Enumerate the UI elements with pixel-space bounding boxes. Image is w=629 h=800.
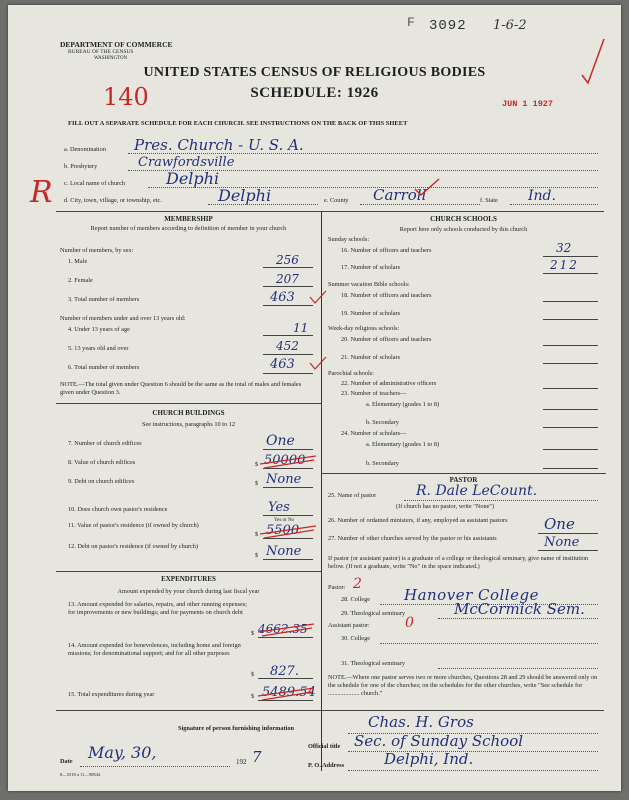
- local-name-value: Delphi: [166, 169, 220, 188]
- membership-row-value: 463: [270, 357, 295, 372]
- review-mark: R: [30, 175, 53, 210]
- check-mark-icon: [308, 289, 328, 305]
- presbytery-value: Crawfordsville: [138, 155, 235, 170]
- q24b-line: [543, 468, 598, 469]
- expenditure-q14-value: 827.: [270, 664, 299, 679]
- presbytery-label: b. Presbytery: [64, 163, 98, 170]
- expenditures-intro: Amount expended by your church during last fiscal year: [117, 588, 260, 595]
- strike-mark-icon: [258, 450, 318, 470]
- buildings-intro: See instructions, paragraphs 10 to 12: [141, 421, 236, 428]
- building-row-value: 5500: [266, 523, 300, 538]
- official-title-label: Official title: [308, 743, 341, 750]
- membership-row-value: 463: [270, 290, 295, 305]
- county-label: e. County: [324, 197, 349, 204]
- sunday-schools-label: Sunday schools:: [328, 236, 370, 243]
- building-row-label: 10. Does church own pastor's residence: [68, 506, 168, 513]
- q26-line: [538, 533, 598, 534]
- q18-label: 18. Number of officers and teachers: [341, 292, 432, 299]
- membership-row-line: [263, 373, 313, 374]
- q24a-label: a. Elementary (grades 1 to 8): [366, 441, 440, 448]
- membership-note: NOTE.—The total given under Question 6 should be the same as the total of males and females given under Question 3.: [60, 381, 302, 396]
- assistant-pastor-subheading: Assistant pastor:: [328, 622, 370, 629]
- form-subtitle: SCHEDULE: 1926: [250, 85, 379, 101]
- membership-row-label: 1. Male: [68, 258, 88, 265]
- building-row-line: [263, 515, 313, 516]
- building-row-value: None: [266, 472, 302, 487]
- expenditure-q15-value: 5489.54: [262, 685, 316, 700]
- form-title: UNITED STATES CENSUS OF RELIGIOUS BODIES: [143, 65, 486, 80]
- state-label: f. State: [480, 197, 498, 204]
- schools-title: CHURCH SCHOOLS: [430, 215, 497, 223]
- dollar-sign: $: [255, 531, 259, 538]
- membership-row-line: [263, 267, 313, 268]
- expenditure-q13-label: 13. Amount expended for salaries, repairs, and other running expenses; for improvements or new buildings; and for payments on church debt: [68, 601, 248, 616]
- q25-label: 25. Name of pastor: [328, 492, 377, 499]
- q26-value: One: [544, 515, 575, 533]
- q30-line: [380, 643, 598, 644]
- q24b-label: b. Secondary: [366, 460, 399, 467]
- local-name-label: c. Local name of church: [64, 180, 126, 187]
- summer-schools-label: Summer vacation Bible schools:: [328, 281, 410, 288]
- section-divider: [56, 211, 604, 212]
- q27-line: [538, 550, 598, 551]
- graduate-instructions: If pastor (or assistant pastor) is a graduate of a college or theological seminary, give name of institution below. (If not a graduate, write "No" in the space indicated.): [328, 555, 589, 570]
- address-value: Delphi, Ind.: [384, 750, 474, 768]
- pastor-title: PASTOR: [449, 476, 478, 484]
- q23a-line: [543, 409, 598, 410]
- membership-intro: Report number of members according to definition of member in your church: [90, 225, 287, 232]
- q29-value: McCormick Sem.: [454, 600, 585, 618]
- membership-row-line: [263, 286, 313, 287]
- check-mark-icon: [413, 177, 441, 197]
- q20-label: 20. Number of officers and teachers: [341, 336, 432, 343]
- official-title-value: Sec. of Sunday School: [354, 732, 524, 750]
- q23a-label: a. Elementary (grades 1 to 8): [366, 401, 440, 408]
- q16-line: [543, 256, 598, 257]
- q27-value: None: [544, 535, 580, 550]
- city-label: d. City, town, village, or township, etc.: [64, 197, 162, 204]
- stamp-prefix: F: [407, 15, 415, 30]
- q21-label: 21. Number of scholars: [341, 354, 401, 361]
- q27-label: 27. Number of other churches served by the pastor or his assistants: [328, 535, 497, 542]
- q19-label: 19. Number of scholars: [341, 310, 401, 317]
- stamp-code: 1-6-2: [493, 18, 527, 33]
- q22-line: [543, 388, 598, 389]
- building-row-label: 11. Value of pastor's residence (if owned by church): [68, 522, 199, 529]
- stamp-number: 3092: [429, 18, 467, 34]
- building-row-line: [263, 487, 313, 488]
- q17-line: [543, 273, 598, 274]
- q24a-line: [543, 449, 598, 450]
- bureau-city: WASHINGTON: [94, 56, 128, 61]
- q28-value: Hanover College: [404, 586, 539, 604]
- denomination-label: a. Denomination: [64, 146, 106, 153]
- city-value: Delphi: [218, 186, 272, 205]
- census-schedule: [8, 5, 621, 791]
- members-by-age-label: Number of members under and over 13 years old:: [60, 315, 186, 322]
- q21-line: [543, 363, 598, 364]
- pastor-note: NOTE.—Where one pastor serves two or more churches, Questions 28 and 29 should be answered only on the schedule for one of the churches; on the schedules for the other churches, write "See schedule for .................... church.": [328, 674, 598, 697]
- membership-row-value: 452: [276, 339, 299, 353]
- q18-line: [543, 301, 598, 302]
- address-line: [348, 770, 598, 771]
- received-stamp: JUN 1 1927: [502, 99, 554, 109]
- dollar-sign: $: [251, 693, 255, 700]
- q25-note: (If church has no pastor, write "None"): [396, 503, 495, 510]
- q16-value: 32: [556, 241, 572, 255]
- q25-value: R. Dale LeCount.: [416, 483, 538, 499]
- expenditure-q14-label: 14. Amount expended for benevolences, including home and foreign missions; for denominational support; and for all other purposes: [68, 642, 241, 657]
- signature-label: Signature of person furnishing information: [178, 725, 295, 732]
- building-row-value: 50000: [264, 453, 306, 468]
- schedule-number: 140: [103, 83, 149, 111]
- membership-row-line: [263, 354, 313, 355]
- expenditure-q13-value: 4662.35: [258, 622, 308, 636]
- dollar-sign: $: [255, 461, 259, 468]
- signature-value: Chas. H. Gros: [368, 713, 474, 731]
- form-number: 8—5518 a 11—90844: [60, 772, 101, 777]
- parochial-schools-label: Parochial schools:: [328, 370, 374, 377]
- building-row-label: 8. Value of church edifices: [68, 459, 136, 466]
- section-divider: [321, 473, 606, 474]
- q17-label: 17. Number of scholars: [341, 264, 401, 271]
- q28-label: 28. College: [341, 596, 371, 603]
- denomination-value: Pres. Church - U. S. A.: [134, 136, 304, 154]
- strike-mark-icon: [256, 618, 316, 638]
- strike-mark-icon: [256, 682, 316, 702]
- state-line: [510, 204, 598, 205]
- membership-row-label: 6. Total number of members: [68, 364, 140, 371]
- assistant-pastor-mark: 0: [405, 615, 414, 631]
- section-divider: [56, 571, 321, 572]
- yes-no-hint: Yes or No: [274, 518, 295, 523]
- members-by-sex-label: Number of members, by sex:: [60, 247, 134, 254]
- instruction-line: FILL OUT A SEPARATE SCHEDULE FOR EACH CHURCH. SEE INSTRUCTIONS ON THE BACK OF THIS SHEET: [68, 120, 408, 127]
- q23b-label: b. Secondary: [366, 419, 399, 426]
- section-divider: [56, 403, 321, 404]
- q24-label: 24. Number of scholars—: [341, 430, 407, 437]
- state-value: Ind.: [528, 188, 556, 204]
- department-name: DEPARTMENT OF COMMERCE: [60, 40, 173, 49]
- weekday-schools-label: Week-day religious schools:: [328, 325, 400, 332]
- q31-line: [438, 668, 598, 669]
- dollar-sign: $: [255, 480, 259, 487]
- q25-line: [404, 500, 598, 501]
- year-prefix: 192: [236, 758, 247, 766]
- buildings-title: CHURCH BUILDINGS: [152, 409, 225, 417]
- check-mark-icon: [308, 355, 328, 371]
- q29-line: [438, 618, 598, 619]
- pastor-mark: 2: [353, 576, 362, 592]
- q19-line: [543, 319, 598, 320]
- membership-row-label: 2. Female: [68, 277, 93, 284]
- address-label: P. O. Address: [308, 762, 345, 769]
- membership-row-line: [263, 335, 313, 336]
- date-label: Date: [60, 758, 73, 765]
- county-value: Carroll: [373, 186, 427, 204]
- expenditure-q15-label: 15. Total expenditures during year: [68, 691, 155, 698]
- q31-label: 31. Theological seminary: [341, 660, 406, 667]
- dollar-sign: $: [255, 552, 259, 559]
- county-line: [360, 204, 480, 205]
- q22-label: 22. Number of administrative officers: [341, 380, 437, 387]
- date-value: May, 30,: [88, 743, 157, 762]
- membership-title: MEMBERSHIP: [164, 215, 213, 223]
- section-divider: [56, 710, 604, 711]
- building-row-value: One: [266, 433, 295, 449]
- q17-value: 212: [550, 258, 579, 272]
- membership-row-label: 3. Total number of members: [68, 296, 140, 303]
- building-row-label: 12. Debt on pastor's residence (if owned by church): [68, 543, 199, 550]
- expenditures-title: EXPENDITURES: [161, 575, 216, 583]
- q20-line: [543, 345, 598, 346]
- dollar-sign: $: [251, 630, 255, 637]
- schools-intro: Report here only schools conducted by this church: [399, 226, 528, 233]
- membership-row-value: 11: [293, 321, 309, 335]
- building-row-label: 7. Number of church edifices: [68, 440, 142, 447]
- membership-row-line: [263, 305, 313, 306]
- bureau-name: BUREAU OF THE CENSUS: [68, 49, 134, 55]
- building-row-value: None: [266, 544, 302, 559]
- q16-label: 16. Number of officers and teachers: [341, 247, 432, 254]
- q30-label: 30. College: [341, 635, 371, 642]
- q23-label: 23. Number of teachers—: [341, 390, 407, 397]
- building-row-line: [263, 559, 313, 560]
- membership-row-value: 256: [276, 253, 299, 267]
- membership-row-label: 4. Under 13 years of age: [68, 326, 130, 333]
- q23b-line: [543, 427, 598, 428]
- pastor-subheading: Pastor:: [328, 584, 346, 591]
- membership-row-value: 207: [276, 272, 299, 286]
- building-row-label: 9. Debt on church edifices: [68, 478, 135, 485]
- building-row-value: Yes: [268, 500, 290, 515]
- q29-label: 29. Theological seminary: [341, 610, 406, 617]
- dollar-sign: $: [251, 671, 255, 678]
- q26-label: 26. Number of ordained ministers, if any, employed as assistant pastors: [328, 517, 508, 524]
- strike-mark-icon: [258, 520, 318, 540]
- year-digit: 7: [252, 748, 262, 766]
- membership-row-label: 5. 13 years old and over: [68, 345, 129, 352]
- date-line: [80, 766, 230, 767]
